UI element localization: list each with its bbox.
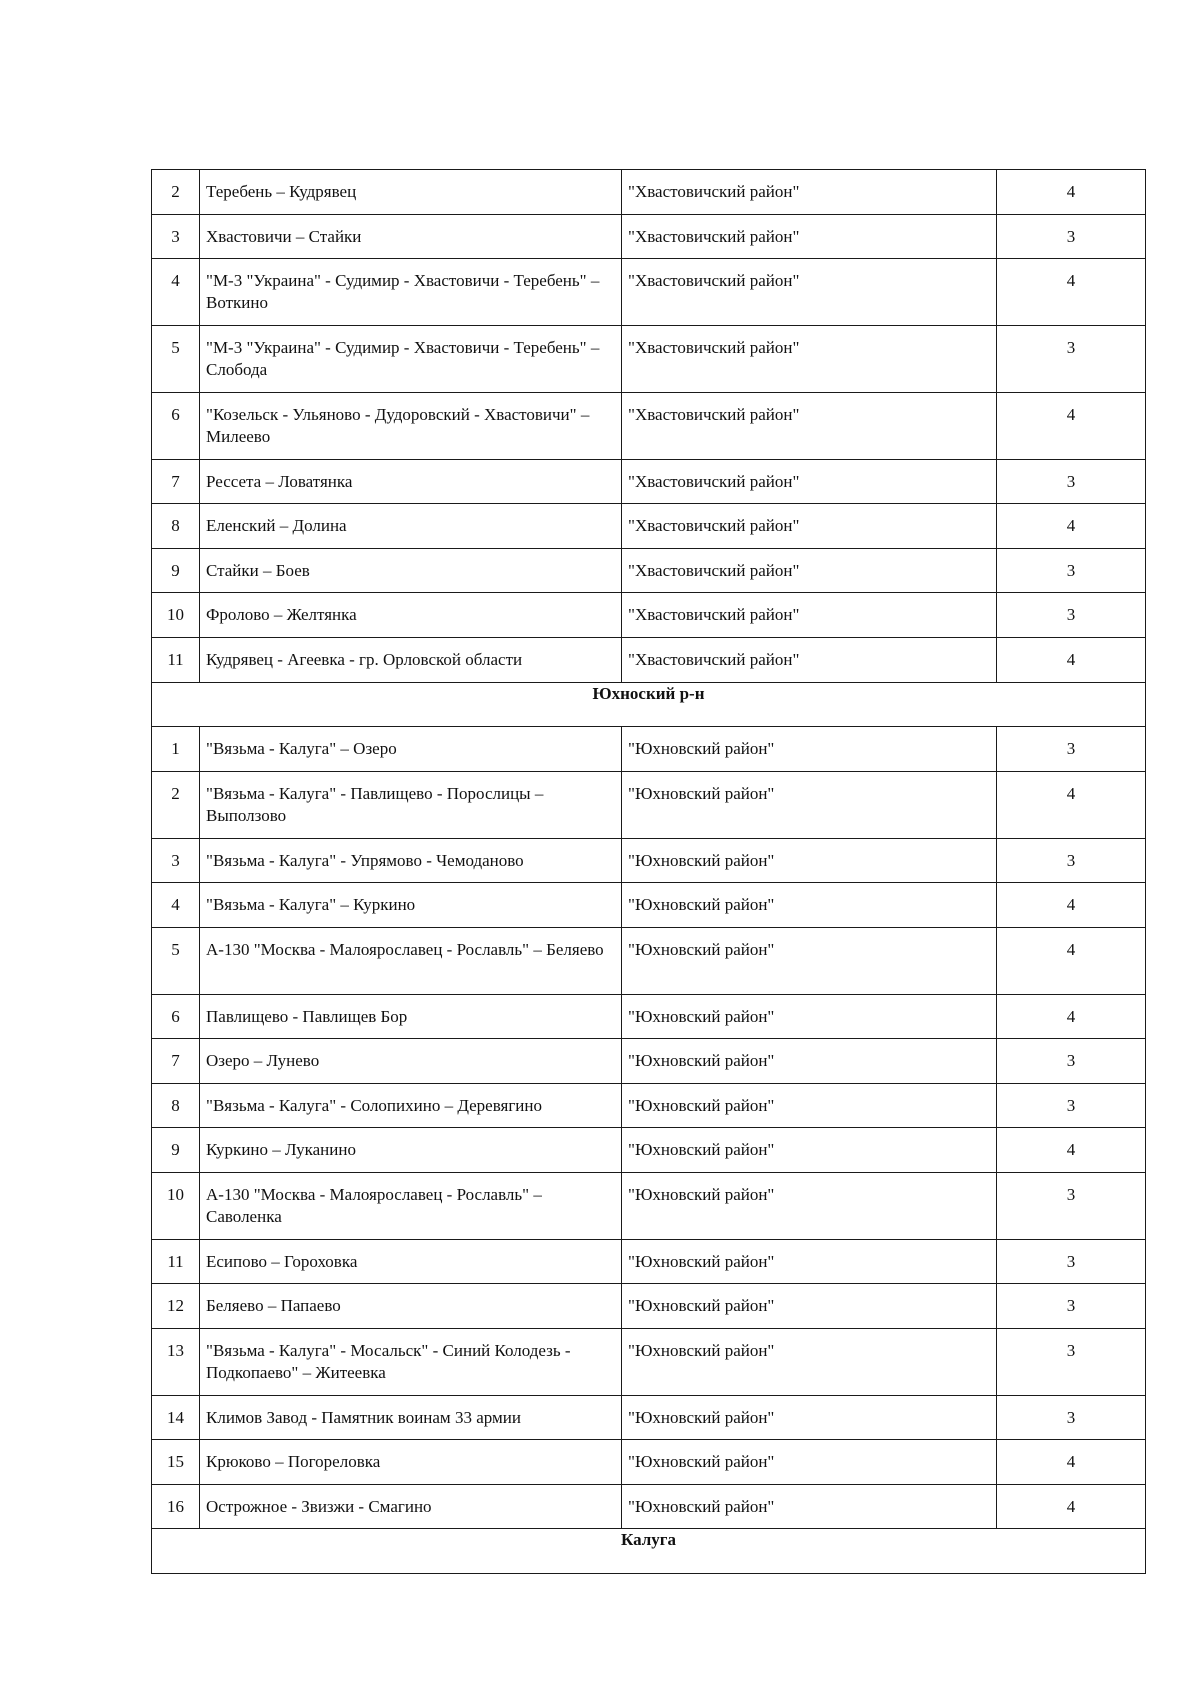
road-owner: "Юхновский район": [622, 1128, 997, 1173]
road-owner: "Хвастовичский район": [622, 548, 997, 593]
road-owner: "Юхновский район": [622, 1328, 997, 1395]
table-row: [152, 838, 1146, 883]
row-number: 10: [152, 593, 200, 638]
road-name: "Вязьма - Калуга" – Куркино: [200, 883, 622, 928]
road-category: 3: [997, 1239, 1146, 1284]
table-row: [152, 1128, 1146, 1173]
road-name: "Вязьма - Калуга" - Мосальск" - Синий Колодезь - Подкопаево" – Житеевка: [200, 1328, 622, 1395]
road-category: 3: [997, 1083, 1146, 1128]
road-name: "Вязьма - Калуга" - Упрямово - Чемоданово: [200, 838, 622, 883]
road-name: "Вязьма - Калуга" – Озеро: [200, 727, 622, 772]
road-category: 3: [997, 727, 1146, 772]
road-category: 3: [997, 325, 1146, 392]
table-row: [152, 214, 1146, 259]
road-category: 3: [997, 214, 1146, 259]
table-row: [152, 1284, 1146, 1329]
table-row: [152, 548, 1146, 593]
road-category: 3: [997, 1284, 1146, 1329]
road-owner: "Хвастовичский район": [622, 214, 997, 259]
road-category: 4: [997, 994, 1146, 1039]
road-category: 3: [997, 1039, 1146, 1084]
road-owner: "Юхновский район": [622, 1484, 997, 1529]
road-category: 3: [997, 838, 1146, 883]
row-number: 9: [152, 1128, 200, 1173]
road-name: Хвастовичи – Стайки: [200, 214, 622, 259]
road-owner: "Юхновский район": [622, 1239, 997, 1284]
table-row: [152, 1484, 1146, 1529]
road-owner: "Хвастовичский район": [622, 170, 997, 215]
road-name: "Козельск - Ульяново - Дудоровский - Хвастовичи" – Милеево: [200, 392, 622, 459]
road-category: 3: [997, 1328, 1146, 1395]
table-row: [152, 771, 1146, 838]
table-row: [152, 1440, 1146, 1485]
table-row: [152, 1239, 1146, 1284]
road-category: 4: [997, 883, 1146, 928]
road-name: Озеро – Лунево: [200, 1039, 622, 1084]
section-title: Юхноский р-н: [152, 682, 1146, 727]
road-owner: "Юхновский район": [622, 727, 997, 772]
road-category: 4: [997, 771, 1146, 838]
road-owner: "Юхновский район": [622, 1039, 997, 1084]
table-row: [152, 325, 1146, 392]
road-name: Теребень – Кудрявец: [200, 170, 622, 215]
row-number: 7: [152, 1039, 200, 1084]
road-name: Крюково – Погореловка: [200, 1440, 622, 1485]
road-category: 3: [997, 1395, 1146, 1440]
table-row: [152, 170, 1146, 215]
table-row: [152, 1328, 1146, 1395]
road-name: Стайки – Боев: [200, 548, 622, 593]
row-number: 2: [152, 771, 200, 838]
road-category: 4: [997, 259, 1146, 326]
row-number: 9: [152, 548, 200, 593]
row-number: 7: [152, 459, 200, 504]
row-number: 5: [152, 325, 200, 392]
road-owner: "Юхновский район": [622, 994, 997, 1039]
road-owner: "Юхновский район": [622, 771, 997, 838]
road-owner: "Юхновский район": [622, 883, 997, 928]
road-name: "Вязьма - Калуга" - Солопихино – Деревягино: [200, 1083, 622, 1128]
row-number: 1: [152, 727, 200, 772]
road-owner: "Хвастовичский район": [622, 259, 997, 326]
road-owner: "Хвастовичский район": [622, 325, 997, 392]
road-category: 4: [997, 1484, 1146, 1529]
roads-table-body: [152, 170, 1146, 1574]
roads-table: [151, 169, 1146, 1574]
road-name: Павлищево - Павлищев Бор: [200, 994, 622, 1039]
table-row: [152, 883, 1146, 928]
road-owner: "Хвастовичский район": [622, 392, 997, 459]
row-number: 8: [152, 1083, 200, 1128]
row-number: 6: [152, 392, 200, 459]
road-category: 4: [997, 170, 1146, 215]
table-row: [152, 1083, 1146, 1128]
row-number: 15: [152, 1440, 200, 1485]
road-owner: "Юхновский район": [622, 1172, 997, 1239]
table-row: [152, 1172, 1146, 1239]
road-name: Куркино – Луканино: [200, 1128, 622, 1173]
section-header-row: [152, 1529, 1146, 1574]
road-owner: "Юхновский район": [622, 838, 997, 883]
road-owner: "Юхновский район": [622, 1440, 997, 1485]
table-row: [152, 593, 1146, 638]
row-number: 2: [152, 170, 200, 215]
row-number: 12: [152, 1284, 200, 1329]
road-name: А-130 "Москва - Малоярославец - Рославль" – Беляево: [200, 927, 622, 994]
road-category: 4: [997, 1440, 1146, 1485]
row-number: 10: [152, 1172, 200, 1239]
road-category: 3: [997, 548, 1146, 593]
road-category: 3: [997, 459, 1146, 504]
row-number: 4: [152, 259, 200, 326]
road-name: Фролово – Желтянка: [200, 593, 622, 638]
road-owner: "Юхновский район": [622, 927, 997, 994]
road-category: 4: [997, 1128, 1146, 1173]
road-name: "М-3 "Украина" - Судимир - Хвастовичи - Теребень" – Слобода: [200, 325, 622, 392]
road-name: Беляево – Папаево: [200, 1284, 622, 1329]
row-number: 3: [152, 214, 200, 259]
road-owner: "Хвастовичский район": [622, 637, 997, 682]
table-row: [152, 504, 1146, 549]
road-category: 3: [997, 593, 1146, 638]
road-owner: "Хвастовичский район": [622, 593, 997, 638]
road-category: 4: [997, 392, 1146, 459]
road-name: Кудрявец - Агеевка - гр. Орловской области: [200, 637, 622, 682]
road-name: Острожное - Звизжи - Смагино: [200, 1484, 622, 1529]
section-header-row: [152, 682, 1146, 727]
row-number: 5: [152, 927, 200, 994]
table-row: [152, 459, 1146, 504]
row-number: 6: [152, 994, 200, 1039]
road-name: Есипово – Гороховка: [200, 1239, 622, 1284]
row-number: 13: [152, 1328, 200, 1395]
road-name: А-130 "Москва - Малоярославец - Рославль" – Саволенка: [200, 1172, 622, 1239]
table-row: [152, 1039, 1146, 1084]
row-number: 11: [152, 1239, 200, 1284]
road-name: Климов Завод - Памятник воинам 33 армии: [200, 1395, 622, 1440]
row-number: 16: [152, 1484, 200, 1529]
table-row: [152, 259, 1146, 326]
road-name: Рессета – Ловатянка: [200, 459, 622, 504]
table-row: [152, 994, 1146, 1039]
table-row: [152, 637, 1146, 682]
row-number: 4: [152, 883, 200, 928]
section-title: Калуга: [152, 1529, 1146, 1574]
road-category: 4: [997, 637, 1146, 682]
table-row: [152, 927, 1146, 994]
table-row: [152, 392, 1146, 459]
row-number: 3: [152, 838, 200, 883]
row-number: 11: [152, 637, 200, 682]
road-name: "М-3 "Украина" - Судимир - Хвастовичи - Теребень" – Воткино: [200, 259, 622, 326]
table-row: [152, 1395, 1146, 1440]
road-category: 4: [997, 504, 1146, 549]
road-owner: "Юхновский район": [622, 1395, 997, 1440]
road-category: 4: [997, 927, 1146, 994]
road-name: Еленский – Долина: [200, 504, 622, 549]
road-owner: "Хвастовичский район": [622, 459, 997, 504]
road-owner: "Хвастовичский район": [622, 504, 997, 549]
table-row: [152, 727, 1146, 772]
road-name: "Вязьма - Калуга" - Павлищево - Порослицы – Выползово: [200, 771, 622, 838]
row-number: 8: [152, 504, 200, 549]
row-number: 14: [152, 1395, 200, 1440]
road-owner: "Юхновский район": [622, 1083, 997, 1128]
road-owner: "Юхновский район": [622, 1284, 997, 1329]
road-category: 3: [997, 1172, 1146, 1239]
